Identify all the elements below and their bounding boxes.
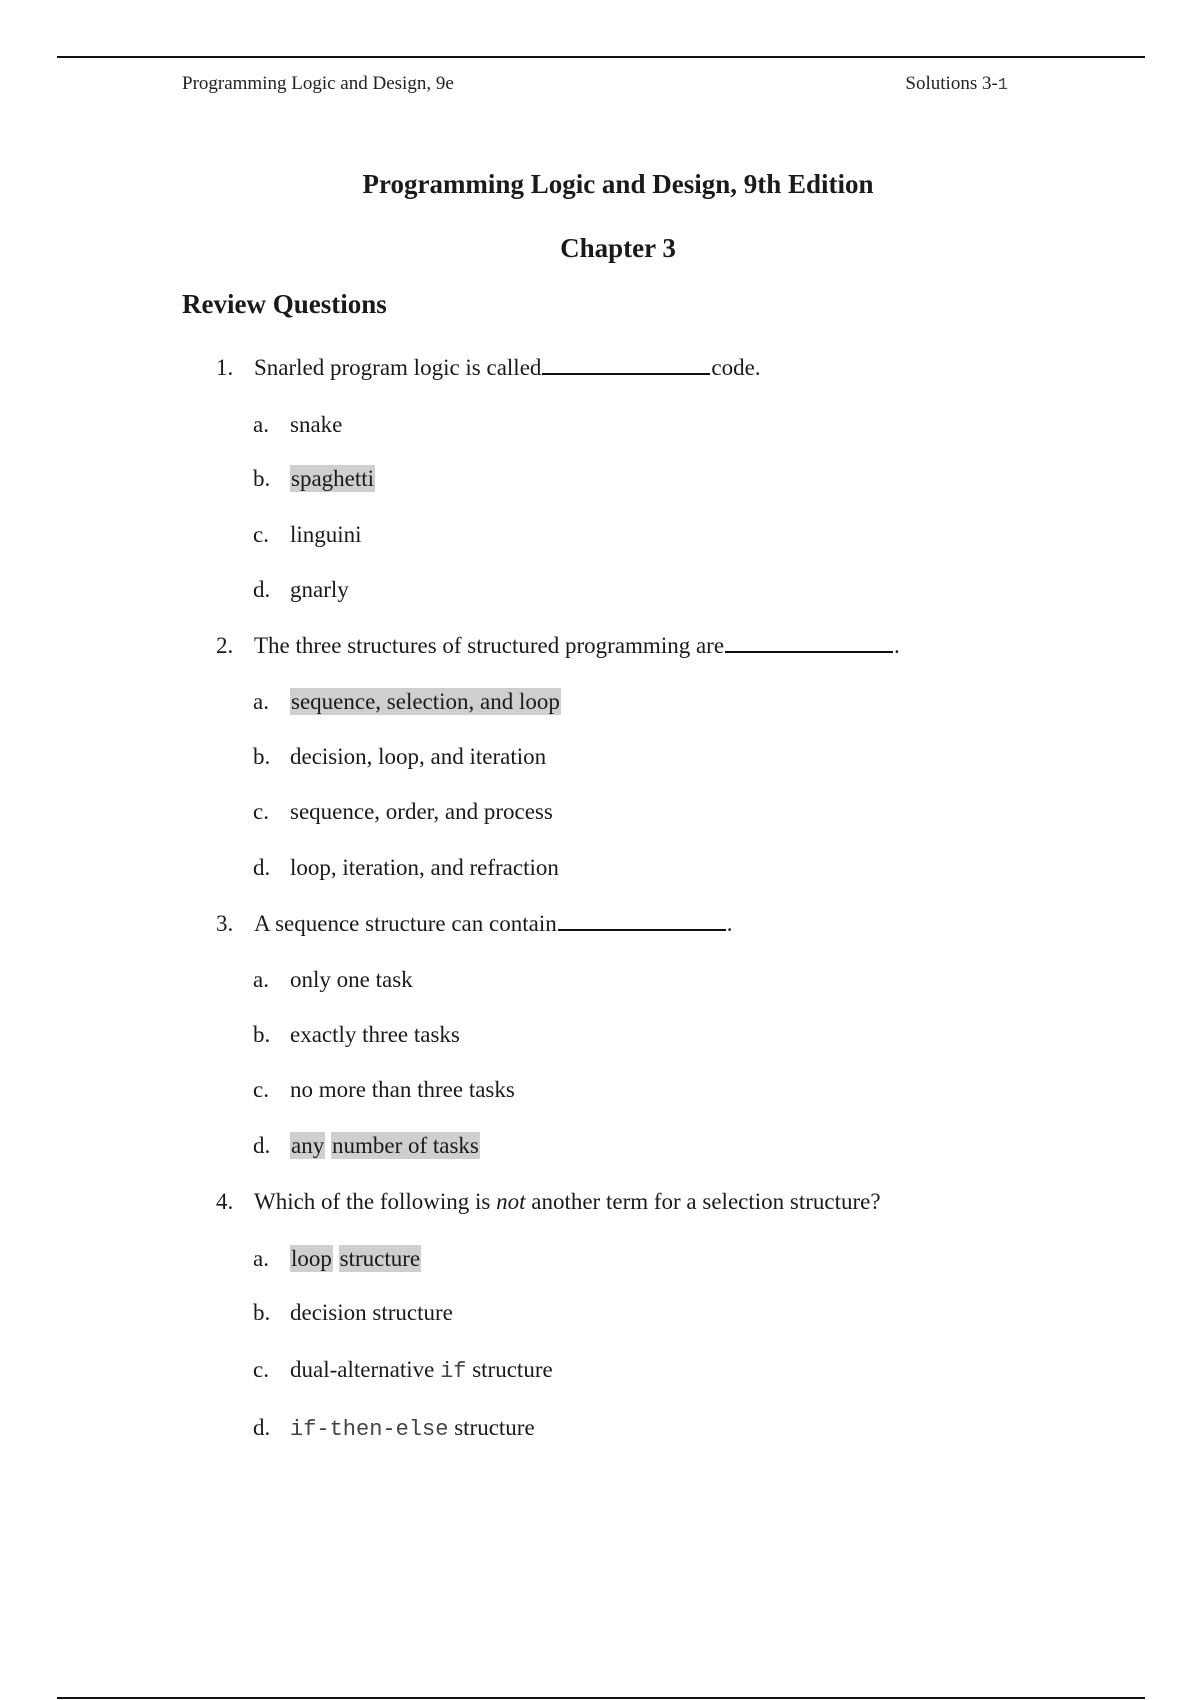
option-text: only one task [290,967,413,992]
option-text: decision structure [290,1300,453,1325]
question-number: 4. [216,1189,234,1214]
option-1b [253,466,375,492]
option-text: decision, loop, and iteration [290,744,547,769]
option-letter: b. [253,1300,271,1325]
option-letter: c. [253,1077,269,1102]
option-2d [253,855,559,881]
option-letter: d. [253,577,271,602]
question-1 [216,355,761,381]
answer-blank [542,355,710,375]
highlighted-answer: any [291,1133,325,1158]
option-4b [253,1300,453,1326]
option-text-end: structure [466,1357,553,1382]
question-text-end: another term for a selection structure? [525,1189,881,1214]
option-4a [253,1246,421,1272]
question-text: The three structures of structured programming are [254,633,725,658]
question-text: Snarled program logic is called [254,355,542,380]
option-1c [253,522,362,548]
option-letter: c. [253,799,269,824]
highlighted-answer: structure [339,1246,421,1271]
question-3 [216,911,732,937]
option-letter: b. [253,744,271,769]
option-3c [253,1077,515,1103]
question-number: 2. [216,633,234,658]
code-keyword: if-then-else [290,1417,449,1442]
option-letter: c. [253,1357,269,1382]
document-title: Programming Logic and Design, 9th Edition [362,169,874,199]
running-header-page [905,73,1008,95]
question-text-emphasis: not [496,1189,526,1214]
answer-blank [725,633,893,653]
option-text: exactly three tasks [290,1022,460,1047]
option-letter: d. [253,1133,271,1158]
option-letter: a. [253,689,269,714]
code-keyword: if [440,1359,467,1384]
page-number: 1 [997,76,1008,95]
option-letter: d. [253,1415,271,1440]
option-letter: b. [253,1022,271,1047]
chapter-heading: Chapter 3 [560,233,676,263]
question-number: 3. [216,911,234,936]
option-letter: a. [253,1246,269,1271]
question-text-end: . [894,633,900,658]
option-4d [253,1415,535,1442]
page-label: Solutions 3- [905,73,998,94]
option-1a [253,412,342,438]
option-letter: b. [253,466,271,491]
question-2 [216,633,900,659]
option-1d [253,577,349,603]
question-text: Which of the following is [254,1189,497,1214]
option-3d [253,1133,480,1159]
option-text: no more than three tasks [290,1077,515,1102]
highlighted-answer: spaghetti [291,466,375,491]
option-4c [253,1357,553,1384]
option-3a [253,967,413,993]
section-heading: Review Questions [182,289,387,319]
option-text: snake [290,412,343,437]
option-text: linguini [290,522,362,547]
option-text: sequence, order, and process [290,799,553,824]
highlighted-answer: loop [291,1246,332,1271]
question-number: 1. [216,355,234,380]
question-text-end: code. [711,355,761,380]
option-text-end: structure [448,1415,535,1440]
option-letter: a. [253,412,269,437]
option-text: loop, iteration, and refraction [290,855,559,880]
option-2a [253,689,561,715]
option-letter: a. [253,967,269,992]
highlighted-answer: sequence, selection, and loop [291,689,560,714]
header-rule [57,56,1145,58]
option-letter: c. [253,522,269,547]
option-3b [253,1022,460,1048]
question-4 [216,1189,881,1215]
question-text: A sequence structure can contain [254,911,557,936]
option-text: gnarly [290,577,349,602]
question-text-end: . [726,911,733,936]
option-text: dual-alternative [290,1357,441,1382]
highlighted-answer: number of tasks [331,1133,479,1158]
option-2c [253,799,553,825]
running-header-title: Programming Logic and Design, 9e [182,73,454,94]
option-2b [253,744,546,770]
footer-rule [57,1697,1145,1699]
answer-blank [558,911,726,931]
option-letter: d. [253,855,271,880]
